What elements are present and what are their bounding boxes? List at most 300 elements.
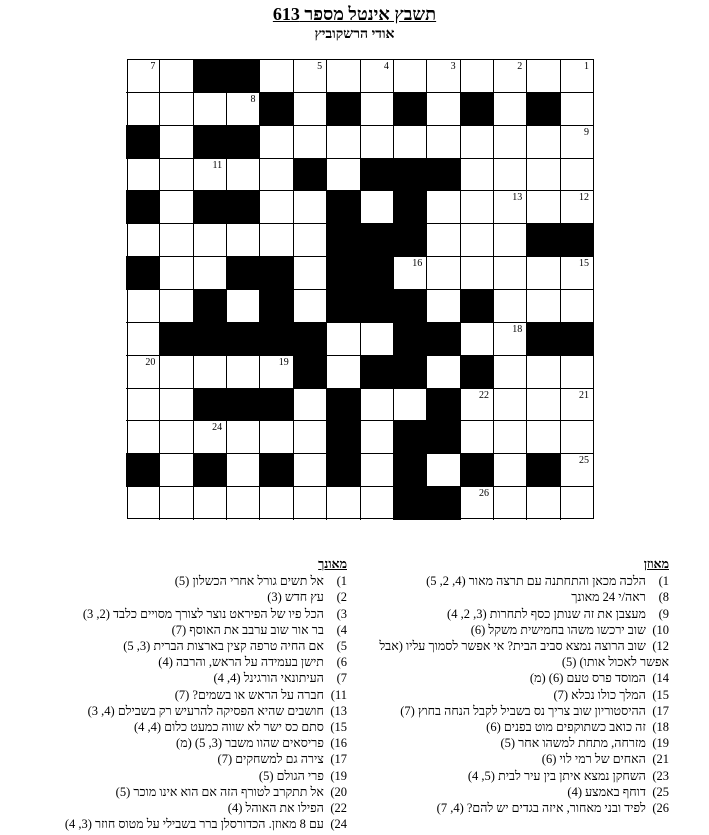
clue-item — [7, 638, 347, 654]
clue-item — [354, 703, 669, 719]
clue-text: אל תתקרב לטורף הזה אם הוא אינו מוכר (5) — [115, 784, 327, 799]
black-cell — [259, 323, 292, 356]
grid-cell[interactable] — [493, 323, 526, 356]
black-cell — [326, 224, 359, 257]
black-cell — [393, 487, 426, 520]
grid-cell[interactable] — [460, 257, 493, 290]
grid-cell[interactable] — [293, 454, 326, 487]
grid-cell[interactable] — [360, 487, 393, 520]
clue-text: שוב הרוצה נמצא סביב הבית? אי אפשר לסמוך עליו (אבל אפשר לאכול אותו) (5) — [379, 639, 669, 670]
clue-text: תישן בעמידה על הראש, והרבה (4) — [158, 655, 327, 670]
clue-number: 13 — [512, 192, 523, 204]
clue-number-label: 11) — [330, 687, 347, 702]
grid-cell[interactable] — [159, 93, 192, 126]
grid-cell[interactable] — [193, 487, 226, 520]
grid-cell[interactable] — [126, 159, 159, 192]
clue-number-label: 16) — [330, 736, 347, 751]
grid-cell[interactable] — [159, 159, 192, 192]
black-cell — [426, 421, 459, 454]
clue-number-label: 17) — [652, 703, 669, 718]
clue-item — [7, 800, 347, 816]
clue-number: 19 — [278, 356, 289, 368]
clue-text: פרי הגולם (5) — [258, 768, 327, 783]
grid-cell[interactable] — [126, 487, 159, 520]
grid-cell[interactable] — [326, 323, 359, 356]
clue-item — [354, 638, 669, 670]
clue-number-label: 13) — [330, 703, 347, 718]
grid-cell[interactable] — [293, 389, 326, 422]
clue-item — [354, 606, 669, 622]
grid-cell[interactable] — [493, 159, 526, 192]
grid-cell[interactable] — [293, 487, 326, 520]
black-cell — [226, 389, 259, 422]
clue-item — [7, 589, 347, 605]
clue-text: ההיסטוריון שוב צריך נס בשביל לקבל הנחה בחוץ (7) — [400, 703, 649, 718]
clue-number: 4 — [383, 61, 389, 72]
grid-cell[interactable] — [460, 487, 493, 520]
black-cell — [259, 389, 292, 422]
black-cell — [193, 323, 226, 356]
black-cell — [326, 191, 359, 224]
grid-cell[interactable] — [293, 421, 326, 454]
clue-item — [7, 654, 347, 670]
clue-number-label: 15) — [652, 687, 669, 702]
black-cell — [193, 389, 226, 422]
clue-item — [354, 573, 669, 589]
black-cell — [460, 356, 493, 389]
grid-cell[interactable] — [193, 159, 226, 192]
clue-number-label: 22) — [330, 801, 347, 816]
grid-cell[interactable] — [493, 60, 526, 93]
grid-cell[interactable] — [526, 191, 559, 224]
grid-cell[interactable] — [259, 159, 292, 192]
grid-cell[interactable] — [159, 191, 192, 224]
grid-cell[interactable] — [259, 487, 292, 520]
clue-number: 22 — [478, 389, 489, 401]
grid-cell[interactable] — [560, 421, 593, 454]
black-cell — [426, 487, 459, 520]
grid-cell[interactable] — [193, 421, 226, 454]
grid-cell[interactable] — [126, 93, 159, 126]
grid-cell[interactable] — [193, 257, 226, 290]
black-cell — [126, 191, 159, 224]
black-cell — [360, 159, 393, 192]
grid-cell[interactable] — [126, 421, 159, 454]
grid-cell[interactable] — [159, 356, 192, 389]
clue-number-label: 17) — [330, 752, 347, 767]
black-cell — [426, 159, 459, 192]
black-cell — [193, 191, 226, 224]
black-cell — [259, 257, 292, 290]
clue-text: המלך כולו נכלא (7) — [553, 687, 649, 702]
black-cell — [226, 60, 259, 93]
clue-number-label: 1) — [658, 574, 669, 589]
grid-cell[interactable] — [560, 191, 593, 224]
grid-cell[interactable] — [493, 389, 526, 422]
grid-cell[interactable] — [360, 323, 393, 356]
grid-cell[interactable] — [293, 191, 326, 224]
grid-cell[interactable] — [493, 257, 526, 290]
clue-number-label: 10) — [652, 622, 669, 637]
grid-cell[interactable] — [426, 191, 459, 224]
grid-cell[interactable] — [493, 356, 526, 389]
grid-cell[interactable] — [126, 224, 159, 257]
clue-text: אל תשים גורל אחרי הכשלון (5) — [174, 574, 327, 589]
grid-cell[interactable] — [126, 356, 159, 389]
black-cell — [526, 454, 559, 487]
black-cell — [393, 290, 426, 323]
black-cell — [393, 191, 426, 224]
grid-cell[interactable] — [126, 290, 159, 323]
grid-cell[interactable] — [426, 257, 459, 290]
grid-cell[interactable] — [560, 389, 593, 422]
clue-number-label: 25) — [652, 784, 669, 799]
grid-cell[interactable] — [226, 454, 259, 487]
clue-number-label: 5) — [336, 639, 347, 654]
grid-cell[interactable] — [460, 323, 493, 356]
grid-cell[interactable] — [526, 126, 559, 159]
black-cell — [193, 290, 226, 323]
clue-item — [354, 735, 669, 751]
clue-number-label: 15) — [330, 720, 347, 735]
grid-cell[interactable] — [159, 257, 192, 290]
grid-cell[interactable] — [360, 126, 393, 159]
grid-cell[interactable] — [193, 93, 226, 126]
black-cell — [560, 224, 593, 257]
black-cell — [460, 93, 493, 126]
grid-cell[interactable] — [159, 454, 192, 487]
grid-cell[interactable] — [460, 60, 493, 93]
grid-cell[interactable] — [360, 60, 393, 93]
clue-number-label: 19) — [652, 736, 669, 751]
grid-cell[interactable] — [560, 454, 593, 487]
clue-text: האחים של רמי לוי (6) — [541, 752, 649, 767]
clue-text: ראה/י 24 מאונך — [571, 590, 649, 605]
clue-number-label: 9) — [658, 606, 669, 621]
clue-number: 3 — [450, 61, 456, 72]
grid-cell[interactable] — [326, 356, 359, 389]
grid-cell[interactable] — [326, 159, 359, 192]
grid-cell[interactable] — [293, 290, 326, 323]
grid-cell[interactable] — [226, 421, 259, 454]
grid-cell[interactable] — [560, 487, 593, 520]
clue-text: חברה על הראש או בשמים? (7) — [174, 687, 327, 702]
clue-number-label: 7) — [336, 671, 347, 686]
grid-cell[interactable] — [560, 356, 593, 389]
grid-cell[interactable] — [293, 60, 326, 93]
grid-cell[interactable] — [360, 454, 393, 487]
grid-cell[interactable] — [526, 60, 559, 93]
grid-cell[interactable] — [326, 60, 359, 93]
clue-number-label: 12) — [652, 639, 669, 654]
clue-number: 8 — [250, 93, 256, 105]
black-cell — [393, 93, 426, 126]
clue-item — [354, 589, 669, 605]
clue-number: 2 — [517, 61, 523, 72]
grid-cell[interactable] — [460, 389, 493, 422]
black-cell — [259, 454, 292, 487]
black-cell — [393, 454, 426, 487]
clue-text: צירה גם למשחקים (7) — [217, 752, 327, 767]
grid-cell[interactable] — [159, 224, 192, 257]
black-cell — [193, 60, 226, 93]
black-cell — [560, 323, 593, 356]
clue-number: 24 — [212, 422, 223, 434]
black-cell — [426, 323, 459, 356]
grid-cell[interactable] — [159, 126, 192, 159]
clue-text: אם החיה טרפה קצין בארצות הברית (3, 5) — [123, 639, 327, 654]
grid-cell[interactable] — [393, 126, 426, 159]
puzzle-title: תשבץ אינטל מספר 613 — [272, 4, 437, 24]
grid-cell[interactable] — [526, 290, 559, 323]
grid-cell[interactable] — [493, 224, 526, 257]
clue-number: 16 — [412, 258, 423, 270]
grid-cell[interactable] — [526, 159, 559, 192]
across-clues — [354, 556, 669, 816]
black-cell — [326, 290, 359, 323]
black-cell — [193, 454, 226, 487]
grid-cell[interactable] — [259, 60, 292, 93]
black-cell — [526, 323, 559, 356]
grid-cell[interactable] — [426, 224, 459, 257]
grid-cell[interactable] — [360, 421, 393, 454]
black-cell — [293, 159, 326, 192]
clue-number-label: 6) — [336, 655, 347, 670]
black-cell — [360, 224, 393, 257]
clue-text: לפיד ובני מאחור, איזה בגדים יש להם? (4, 7) — [436, 801, 649, 816]
across-heading: מאוזן — [643, 557, 669, 571]
clue-number-label: 2) — [336, 590, 347, 605]
grid-cell[interactable] — [560, 126, 593, 159]
grid-cell[interactable] — [493, 290, 526, 323]
grid-cell[interactable] — [259, 421, 292, 454]
grid-cell[interactable] — [526, 356, 559, 389]
grid-cell[interactable] — [426, 126, 459, 159]
grid-cell[interactable] — [126, 60, 159, 93]
clue-text: הפילו את האוהל (4) — [227, 801, 327, 816]
black-cell — [226, 257, 259, 290]
grid-cell[interactable] — [259, 126, 292, 159]
clue-text: הכל פיו של הפיראט נוצר לצורך מסויים כלבד (2, 3) — [82, 606, 327, 621]
clue-text: עץ חדש (3) — [267, 590, 327, 605]
clue-text: פריסאים שהוו משבר (3, 5) (מ) — [176, 736, 327, 751]
clue-item — [7, 687, 347, 703]
black-cell — [193, 126, 226, 159]
down-clues — [7, 556, 347, 832]
grid-cell[interactable] — [526, 421, 559, 454]
clue-number: 11 — [212, 159, 223, 171]
clue-number: 26 — [478, 488, 489, 500]
grid-cell[interactable] — [460, 159, 493, 192]
grid-cell[interactable] — [560, 257, 593, 290]
clue-item — [354, 687, 669, 703]
grid-cell[interactable] — [226, 290, 259, 323]
black-cell — [326, 257, 359, 290]
clue-item — [354, 719, 669, 735]
grid-cell[interactable] — [526, 389, 559, 422]
grid-cell[interactable] — [426, 290, 459, 323]
grid-cell[interactable] — [493, 454, 526, 487]
clue-item — [7, 606, 347, 622]
clue-number: 25 — [579, 455, 589, 467]
grid-cell[interactable] — [226, 356, 259, 389]
black-cell — [393, 421, 426, 454]
clue-number-label: 8) — [658, 590, 669, 605]
black-cell — [426, 389, 459, 422]
clue-number: 15 — [579, 258, 589, 270]
grid-cell[interactable] — [293, 257, 326, 290]
clue-number: 9 — [584, 126, 589, 138]
grid-cell[interactable] — [460, 191, 493, 224]
grid-cell[interactable] — [326, 487, 359, 520]
clue-item — [7, 622, 347, 638]
grid-cell[interactable] — [293, 224, 326, 257]
black-cell — [326, 421, 359, 454]
grid-cell[interactable] — [159, 290, 192, 323]
black-cell — [226, 191, 259, 224]
black-cell — [326, 454, 359, 487]
black-cell — [259, 290, 292, 323]
grid-cell[interactable] — [426, 93, 459, 126]
grid-cell[interactable] — [126, 389, 159, 422]
clue-text: חושבים שהיא הפסיקה להרעיש רק בשבילם (4, 3) — [87, 703, 327, 718]
clue-item — [354, 800, 669, 816]
grid-cell[interactable] — [460, 126, 493, 159]
grid-cell[interactable] — [159, 421, 192, 454]
black-cell — [326, 389, 359, 422]
black-cell — [293, 356, 326, 389]
black-cell — [293, 323, 326, 356]
clue-item — [354, 768, 669, 784]
grid-cell[interactable] — [259, 356, 292, 389]
grid-cell[interactable] — [159, 487, 192, 520]
grid-cell[interactable] — [560, 290, 593, 323]
clue-number-label: 3) — [336, 606, 347, 621]
grid-cell[interactable] — [460, 224, 493, 257]
grid-cell[interactable] — [426, 60, 459, 93]
clue-text: השחקן נמצא איתן בין עיר לבית (5, 4) — [467, 768, 649, 783]
grid-cell[interactable] — [393, 257, 426, 290]
grid-cell[interactable] — [526, 257, 559, 290]
black-cell — [360, 257, 393, 290]
clue-number: 7 — [150, 61, 156, 72]
clue-item — [7, 784, 347, 800]
clue-text: דוחף באמצע (4) — [567, 784, 649, 799]
clue-item — [7, 735, 347, 751]
clue-item — [7, 816, 347, 832]
grid-cell[interactable] — [460, 421, 493, 454]
clue-number: 5 — [317, 61, 323, 72]
clue-number-label: 14) — [652, 671, 669, 686]
clue-text: מעצבן את זה שנותן כסף לתחרות (3, 2, 4) — [447, 606, 649, 621]
clue-text: הלכה מכאן והתחתנה עם תרצה מאור (4, 2, 5) — [426, 574, 649, 589]
clue-item — [7, 573, 347, 589]
grid-cell[interactable] — [159, 60, 192, 93]
clue-item — [354, 670, 669, 686]
clue-number-label: 26) — [652, 801, 669, 816]
grid-cell[interactable] — [226, 159, 259, 192]
grid-cell[interactable] — [526, 487, 559, 520]
grid-cell[interactable] — [193, 224, 226, 257]
clue-number: 20 — [145, 356, 156, 368]
clue-item — [7, 670, 347, 686]
grid-cell[interactable] — [493, 126, 526, 159]
clue-text: המוסד פרס טעם (6) (מ) — [529, 671, 649, 686]
grid-cell[interactable] — [193, 356, 226, 389]
grid-cell[interactable] — [493, 421, 526, 454]
grid-cell[interactable] — [226, 487, 259, 520]
clue-text: בר אור שוב ערבב את האוסף (7) — [171, 622, 327, 637]
grid-cell[interactable] — [360, 389, 393, 422]
black-cell — [393, 159, 426, 192]
black-cell — [393, 356, 426, 389]
clue-text: עם 8 מאוזן. הכדורסלן ברר בשבילי על מטוס חוזר (3, 4) — [64, 817, 327, 832]
clue-text: שוב ירכשו משהו בחמישית משקל (6) — [470, 622, 649, 637]
clue-item — [7, 703, 347, 719]
grid-cell[interactable] — [360, 191, 393, 224]
black-cell — [326, 93, 359, 126]
grid-cell[interactable] — [560, 60, 593, 93]
grid-cell[interactable] — [393, 60, 426, 93]
grid-cell[interactable] — [259, 191, 292, 224]
grid-cell[interactable] — [493, 487, 526, 520]
black-cell — [526, 93, 559, 126]
clue-item — [354, 751, 669, 767]
grid-cell[interactable] — [560, 159, 593, 192]
down-heading: מאונך — [318, 557, 347, 571]
grid-cell[interactable] — [393, 389, 426, 422]
black-cell — [159, 323, 192, 356]
clue-number-label: 20) — [330, 784, 347, 799]
clue-item — [7, 751, 347, 767]
crossword-grid — [127, 59, 594, 519]
grid-cell[interactable] — [226, 93, 259, 126]
black-cell — [226, 323, 259, 356]
clue-number-label: 19) — [330, 768, 347, 783]
black-cell — [360, 356, 393, 389]
grid-cell[interactable] — [326, 126, 359, 159]
black-cell — [126, 454, 159, 487]
grid-cell[interactable] — [360, 93, 393, 126]
clue-text: סתם כס ישר לא שווה כמעט כלום (4, 4) — [134, 720, 327, 735]
black-cell — [460, 290, 493, 323]
clue-number: 1 — [584, 61, 589, 72]
black-cell — [526, 224, 559, 257]
clue-number-label: 1) — [336, 574, 347, 589]
clue-number-label: 24) — [330, 817, 347, 832]
black-cell — [259, 93, 292, 126]
grid-cell[interactable] — [426, 454, 459, 487]
black-cell — [460, 454, 493, 487]
black-cell — [126, 257, 159, 290]
grid-cell[interactable] — [493, 191, 526, 224]
clue-text: זה כואב כשתוקפים מוט בפנים (6) — [486, 720, 649, 735]
black-cell — [360, 290, 393, 323]
grid-cell[interactable] — [293, 93, 326, 126]
clue-number: 18 — [512, 323, 523, 335]
grid-cell[interactable] — [159, 389, 192, 422]
author-name: אודי הרשקוביץ — [314, 27, 395, 42]
clue-number-label: 18) — [652, 720, 669, 735]
grid-cell[interactable] — [259, 224, 292, 257]
grid-cell[interactable] — [226, 224, 259, 257]
grid-cell[interactable] — [126, 323, 159, 356]
clue-number-label: 21) — [652, 752, 669, 767]
grid-cell[interactable] — [293, 126, 326, 159]
grid-cell[interactable] — [560, 93, 593, 126]
grid-cell[interactable] — [493, 93, 526, 126]
grid-cell[interactable] — [426, 356, 459, 389]
